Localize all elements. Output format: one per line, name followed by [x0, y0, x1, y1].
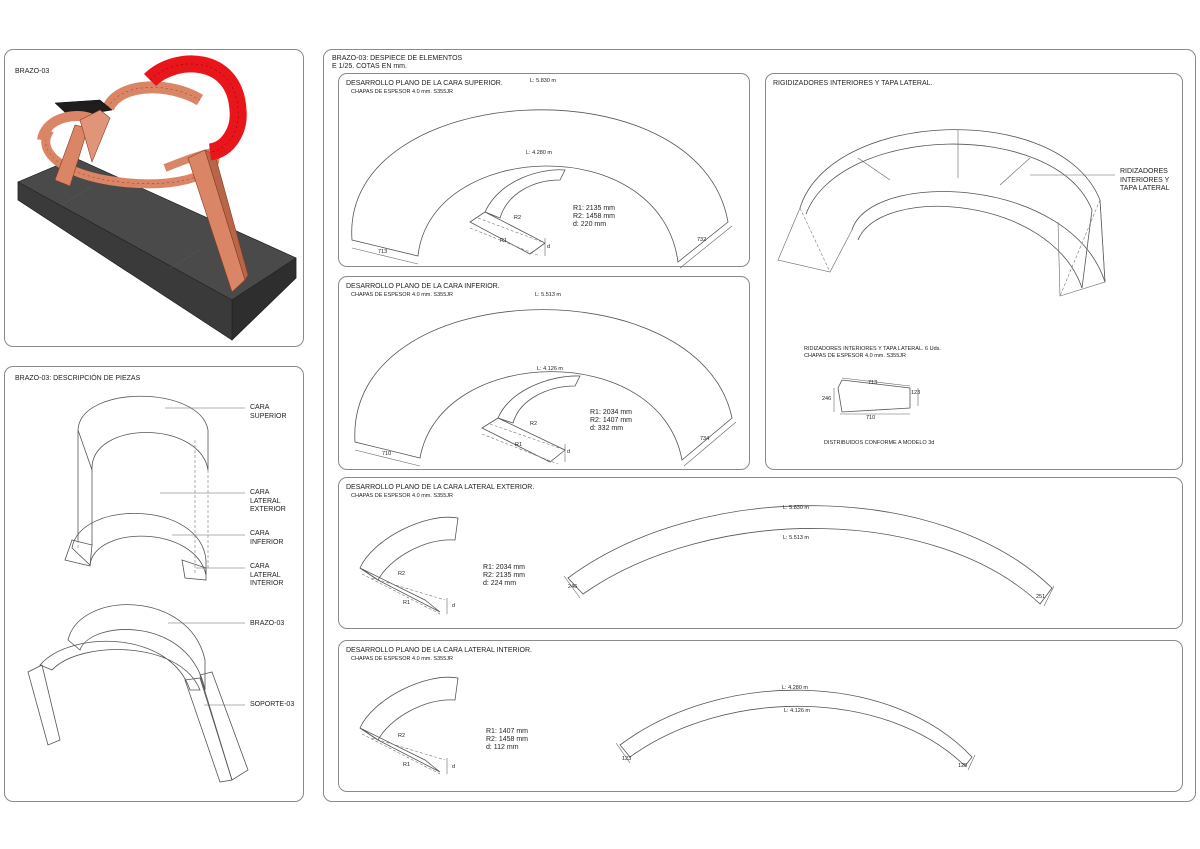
- inferior-dim-left: 710: [382, 451, 392, 457]
- label-cara-lateral-exterior: CARA LATERAL EXTERIOR: [250, 489, 286, 513]
- rigidizadores-dim-bottom: 710: [866, 415, 876, 421]
- lat-int-r1: R1: 1407 mm: [486, 728, 529, 735]
- lat-ext-dim-right: 251: [1036, 594, 1046, 600]
- lat-ext-sym-r1: R1: [403, 600, 411, 606]
- lat-ext-d: d: 224 mm: [483, 580, 517, 587]
- rigidizadores-label: RIDIZADORES INTERIORES Y TAPA LATERAL: [1120, 168, 1170, 192]
- lat-ext-l-inner: L: 5.513 m: [783, 535, 809, 541]
- inferior-note: CHAPAS DE ESPESOR 4.0 mm. S355JR: [351, 292, 453, 298]
- label-soporte: SOPORTE-03: [250, 701, 295, 708]
- superior-sym-d: d: [547, 244, 551, 250]
- inferior-title: DESARROLLO PLANO DE LA CARA INFERIOR.: [346, 283, 500, 290]
- label-cara-superior: CARA SUPERIOR: [250, 404, 287, 420]
- superior-dim-left: 713: [378, 249, 388, 255]
- rigidizadores-note2: CHAPAS DE ESPESOR 4.0 mm. S355JR: [804, 353, 906, 359]
- lat-int-dim-right: 125: [958, 763, 968, 769]
- inferior-sym-r2: R2: [530, 421, 538, 427]
- inferior-r1: R1: 2034 mm: [590, 409, 633, 416]
- superior-r1: R1: 2135 mm: [573, 205, 616, 212]
- lat-int-r2: R2: 1458 mm: [486, 736, 529, 743]
- lat-ext-sym-d: d: [452, 603, 456, 609]
- lat-int-note: CHAPAS DE ESPESOR 4.0 mm. S355JR: [351, 656, 453, 662]
- label-brazo: BRAZO-03: [250, 620, 285, 627]
- label-cara-lateral-interior: CARA LATERAL INTERIOR: [250, 563, 284, 587]
- lat-ext-sym-r2: R2: [398, 571, 406, 577]
- lat-int-l-inner: L: 4.126 m: [784, 708, 810, 714]
- panel-brazo-title: BRAZO-03: [15, 68, 50, 75]
- inferior-dim-right: 734: [700, 436, 710, 442]
- lat-ext-r1: R1: 2034 mm: [483, 564, 526, 571]
- panel-descripcion-title: BRAZO-03: DESCRIPCIÓN DE PIEZAS: [15, 375, 141, 382]
- superior-l-outer: L: 5.830 m: [530, 78, 556, 84]
- superior-title: DESARROLLO PLANO DE LA CARA SUPERIOR.: [346, 80, 503, 87]
- inferior-d: d: 332 mm: [590, 425, 624, 432]
- lat-ext-title: DESARROLLO PLANO DE LA CARA LATERAL EXTERIOR.: [346, 484, 535, 491]
- lat-ext-dim-left: 246: [568, 584, 578, 590]
- lat-int-sym-r1: R1: [403, 762, 411, 768]
- superior-note: CHAPAS DE ESPESOR 4.0 mm. S355JR: [351, 89, 453, 95]
- lat-ext-r2: R2: 2135 mm: [483, 572, 526, 579]
- rigidizadores-title: RIGIDIZADORES INTERIORES Y TAPA LATERAL.: [773, 80, 933, 87]
- lat-ext-l-outer: L: 5.830 m: [783, 505, 809, 511]
- superior-r2: R2: 1458 mm: [573, 213, 616, 220]
- lat-int-l-outer: L: 4.280 m: [782, 685, 808, 691]
- superior-sym-r1: R1: [500, 238, 508, 244]
- lat-int-d: d: 112 mm: [486, 744, 519, 751]
- inferior-sym-r1: R1: [515, 442, 523, 448]
- rigidizadores-note1: RIDIZADORES INTERIORES Y TAPA LATERAL. 6 Uds.: [804, 346, 941, 352]
- lat-int-sym-r2: R2: [398, 733, 406, 739]
- lat-int-title: DESARROLLO PLANO DE LA CARA LATERAL INTERIOR.: [346, 647, 532, 654]
- superior-d: d: 220 mm: [573, 221, 607, 228]
- label-cara-inferior: CARA INFERIOR: [250, 530, 284, 546]
- inferior-l-outer: L: 5.513 m: [535, 292, 561, 298]
- superior-dim-right: 732: [697, 237, 707, 243]
- rigidizadores-dim-right: 123: [911, 390, 921, 396]
- rigidizadores-footer: DISTRIBUIDOS CONFORME A MODELO 3d: [824, 440, 935, 446]
- inferior-r2: R2: 1407 mm: [590, 417, 633, 424]
- inferior-l-inner: L: 4.126 m: [537, 366, 563, 372]
- rigidizadores-dim-left: 246: [822, 396, 832, 402]
- rigidizadores-dim-top: 713: [868, 380, 878, 386]
- lat-int-sym-d: d: [452, 764, 456, 770]
- lat-ext-note: CHAPAS DE ESPESOR 4.0 mm. S355JR: [351, 493, 453, 499]
- despiece-title: BRAZO-03: DESPIECE DE ELEMENTOS: [332, 55, 463, 62]
- superior-l-inner: L: 4.280 m: [526, 150, 552, 156]
- inferior-sym-d: d: [567, 449, 571, 455]
- despiece-subtitle: E 1/25. COTAS EN mm.: [332, 63, 407, 70]
- lat-int-dim-left: 123: [622, 756, 632, 762]
- superior-sym-r2: R2: [514, 215, 522, 221]
